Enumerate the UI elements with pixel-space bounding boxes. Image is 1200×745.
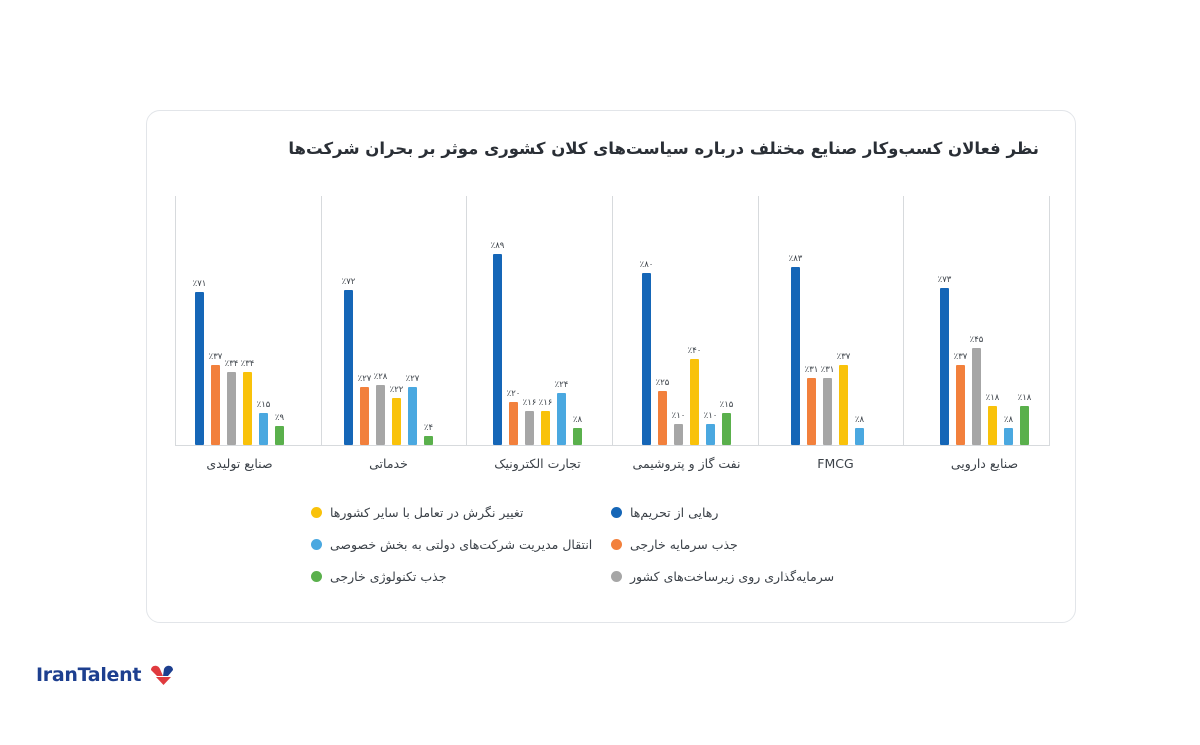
- bar-item[interactable]: [256, 196, 271, 445]
- bar-item[interactable]: [554, 196, 569, 445]
- bar-value-label: ٪۱۸: [1017, 393, 1032, 404]
- group-separator: [321, 196, 322, 446]
- bar-value-label: ٪۲۷: [357, 373, 372, 384]
- bar-item[interactable]: [953, 196, 968, 445]
- bar-item[interactable]: [788, 196, 803, 445]
- bar[interactable]: [972, 348, 981, 445]
- bar-value-label: ٪۷۳: [937, 275, 952, 286]
- bar-group-bars: [761, 196, 910, 445]
- bar-value-label: ٪۸: [1003, 414, 1014, 425]
- bar-item[interactable]: [538, 196, 553, 445]
- bar[interactable]: [424, 436, 433, 445]
- bar-item[interactable]: [240, 196, 255, 445]
- bar[interactable]: [509, 402, 518, 445]
- category-label: صنایع تولیدی: [206, 456, 273, 471]
- bar-value-label: ٪۳۷: [953, 352, 968, 363]
- bar[interactable]: [988, 406, 997, 445]
- bar-value-label: ٪۹: [274, 412, 285, 423]
- bar-value-label: ٪۸۳: [788, 253, 803, 264]
- bar[interactable]: [392, 398, 401, 445]
- bar-value-label: ٪۳۷: [836, 352, 851, 363]
- bar-value-label: ٪۱۸: [985, 393, 1000, 404]
- legend-row: [147, 496, 1075, 528]
- bar-item[interactable]: [405, 196, 420, 445]
- legend-label: رهایی از تحریم‌ها: [630, 504, 719, 520]
- bar-item[interactable]: [639, 196, 654, 445]
- bar-value-label: ٪۸: [572, 414, 583, 425]
- bar[interactable]: [690, 359, 699, 445]
- bar[interactable]: [557, 393, 566, 445]
- bar[interactable]: [1004, 428, 1013, 445]
- bar-value-label: ٪۱۶: [522, 397, 537, 408]
- legend-label: سرمایه‌گذاری روی زیرساخت‌های کشور: [630, 568, 835, 584]
- bar[interactable]: [344, 290, 353, 445]
- legend-color-dot-icon: [611, 507, 622, 518]
- bar[interactable]: [642, 273, 651, 445]
- bar-value-label: ٪۳۴: [224, 358, 239, 369]
- bar-item[interactable]: [573, 196, 582, 445]
- category-label: تجارت الکترونیک: [494, 456, 581, 471]
- bar-item[interactable]: [506, 196, 521, 445]
- legend-item[interactable]: [311, 505, 611, 520]
- bar-item[interactable]: [224, 196, 239, 445]
- legend-label: جذب سرمایه خارجی: [630, 536, 738, 552]
- bar[interactable]: [541, 411, 550, 445]
- bar-item[interactable]: [985, 196, 1000, 445]
- bar-item[interactable]: [275, 196, 284, 445]
- bar[interactable]: [408, 387, 417, 445]
- bar-value-label: ٪۲۲: [389, 384, 404, 395]
- bar-item[interactable]: [341, 196, 356, 445]
- bar-item[interactable]: [820, 196, 835, 445]
- bar-item[interactable]: [703, 196, 718, 445]
- legend-item[interactable]: [311, 569, 611, 584]
- bar-value-label: ٪۴۰: [687, 346, 702, 356]
- group-separator: [612, 196, 613, 446]
- category-label: خدماتی: [369, 456, 408, 471]
- category-label: صنایع دارویی: [950, 456, 1019, 471]
- bar-value-label: ٪۳۱: [804, 365, 819, 376]
- legend-item[interactable]: [311, 537, 611, 552]
- legend-label: تغییر نگرش در تعامل با سایر کشورها: [330, 504, 524, 520]
- bar-item[interactable]: [424, 196, 433, 445]
- bar-item[interactable]: [687, 196, 702, 445]
- bar-group: [761, 196, 910, 446]
- bar-group: [612, 196, 761, 446]
- bar[interactable]: [275, 426, 284, 445]
- bar-group-bars: [165, 196, 314, 445]
- bar[interactable]: [674, 424, 683, 446]
- bar-value-label: ٪۴: [423, 423, 434, 434]
- bar-group-bars: [612, 196, 761, 445]
- bar-item[interactable]: [192, 196, 207, 445]
- group-separator: [1049, 196, 1050, 446]
- bar[interactable]: [360, 387, 369, 445]
- bar[interactable]: [839, 365, 848, 445]
- bar-item[interactable]: [719, 196, 734, 445]
- brand-name-part2: Talent: [77, 664, 142, 686]
- bar-item[interactable]: [373, 196, 388, 445]
- bar-value-label: ٪۴۵: [969, 335, 984, 346]
- legend-item[interactable]: [611, 505, 911, 520]
- legend-item[interactable]: [611, 537, 911, 552]
- bar-group: [314, 196, 463, 446]
- bar[interactable]: [956, 365, 965, 445]
- chart-plot-area: [165, 196, 1059, 456]
- bar-value-label: ٪۱۰: [703, 410, 718, 421]
- category-label: FMCG: [817, 456, 854, 471]
- bar-value-label: ٪۸: [854, 414, 865, 425]
- legend-color-dot-icon: [311, 539, 322, 550]
- bar[interactable]: [211, 365, 220, 445]
- bar[interactable]: [195, 292, 204, 445]
- legend-color-dot-icon: [311, 507, 322, 518]
- bar-group: [910, 196, 1059, 446]
- bar[interactable]: [525, 411, 534, 445]
- legend-color-dot-icon: [611, 539, 622, 550]
- brand-logo: [36, 663, 179, 687]
- chart-legend: [147, 496, 1075, 592]
- bar-value-label: ٪۲۵: [655, 378, 670, 389]
- bar-item[interactable]: [490, 196, 505, 445]
- bar[interactable]: [940, 288, 949, 445]
- bar-value-label: ٪۳۴: [240, 358, 255, 369]
- legend-label: انتقال مدیریت شرکت‌های دولتی به بخش خصوصی: [330, 536, 593, 552]
- bar[interactable]: [706, 424, 715, 446]
- bar-value-label: ٪۲۴: [554, 380, 569, 391]
- bar-value-label: ٪۷۱: [192, 279, 207, 290]
- bar-value-label: ٪۸۰: [639, 260, 654, 270]
- group-separator: [903, 196, 904, 446]
- group-separator: [466, 196, 467, 446]
- bar-item[interactable]: [208, 196, 223, 445]
- legend-row: [147, 560, 1075, 592]
- bar-value-label: ٪۱۵: [719, 399, 734, 410]
- bar-item[interactable]: [1004, 196, 1013, 445]
- bar-value-label: ٪۸۹: [490, 240, 505, 251]
- category-labels: [165, 456, 1059, 471]
- bar-value-label: ٪۱۰: [671, 410, 686, 421]
- bar[interactable]: [573, 428, 582, 445]
- bar-item[interactable]: [855, 196, 864, 445]
- bar[interactable]: [259, 413, 268, 445]
- bar-item[interactable]: [937, 196, 952, 445]
- bar-group: [463, 196, 612, 446]
- bar[interactable]: [658, 391, 667, 445]
- legend-label: جذب تکنولوژی خارجی: [330, 568, 447, 584]
- brand-name: [36, 664, 141, 686]
- bar-item[interactable]: [969, 196, 984, 445]
- bar[interactable]: [493, 254, 502, 445]
- bar-item[interactable]: [671, 196, 686, 445]
- legend-row: [147, 528, 1075, 560]
- bar-value-label: ٪۳۷: [208, 352, 223, 363]
- bar-value-label: ٪۱۶: [538, 397, 553, 408]
- bar[interactable]: [823, 378, 832, 445]
- bar-item[interactable]: [871, 196, 880, 445]
- bar-item[interactable]: [1017, 196, 1032, 445]
- group-separator: [175, 196, 176, 446]
- bar-value-label: ٪۲۰: [506, 389, 521, 399]
- legend-color-dot-icon: [311, 571, 322, 582]
- bar-group-bars: [314, 196, 463, 445]
- bar-group-bars: [463, 196, 612, 445]
- category-label: نفت گاز و پتروشیمی: [632, 456, 741, 471]
- bar-value-label: ٪۷۲: [341, 277, 356, 288]
- bar-item[interactable]: [389, 196, 404, 445]
- bar[interactable]: [722, 413, 731, 445]
- irantalent-mark-icon: [149, 663, 179, 687]
- bar-group-bars: [910, 196, 1059, 445]
- bar[interactable]: [855, 428, 864, 445]
- bar-value-label: ٪۳۱: [820, 365, 835, 376]
- bar-value-label: ٪۲۷: [405, 373, 420, 384]
- legend-item[interactable]: [611, 569, 911, 584]
- bar[interactable]: [1020, 406, 1029, 445]
- bar-value-label: ٪۲۸: [373, 371, 388, 382]
- bar[interactable]: [227, 372, 236, 445]
- bar-group: [165, 196, 314, 446]
- chart-card: [146, 110, 1076, 623]
- chart-title: نظر فعالان کسب‌وکار صنایع مختلف درباره سیاست‌های کلان کشوری موثر بر بحران شرکت‌ها: [288, 139, 1039, 158]
- bar-item[interactable]: [522, 196, 537, 445]
- bar-item[interactable]: [357, 196, 372, 445]
- bar-item[interactable]: [804, 196, 819, 445]
- bar-item[interactable]: [655, 196, 670, 445]
- brand-name-part1: Iran: [36, 664, 78, 686]
- bar[interactable]: [807, 378, 816, 445]
- group-separator: [758, 196, 759, 446]
- bar[interactable]: [791, 267, 800, 445]
- bar[interactable]: [243, 372, 252, 445]
- bar[interactable]: [376, 385, 385, 445]
- bar-item[interactable]: [836, 196, 851, 445]
- bar-value-label: ٪۱۵: [256, 399, 271, 410]
- legend-color-dot-icon: [611, 571, 622, 582]
